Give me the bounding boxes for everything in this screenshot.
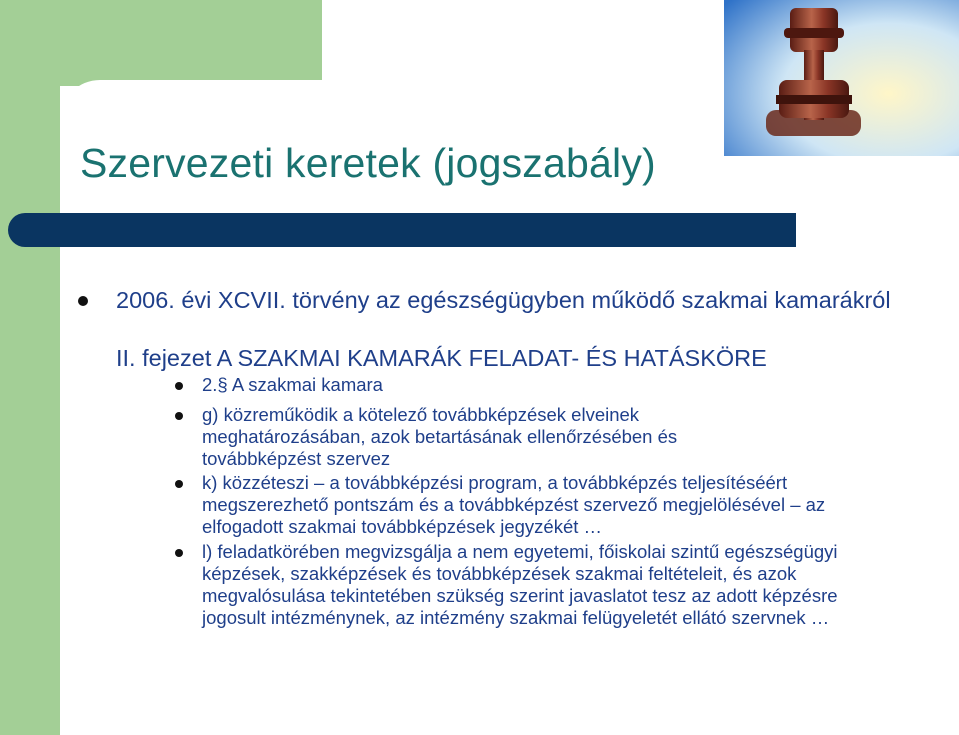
bullet-icon [175,382,183,390]
list-item: 2.§ A szakmai kamara [202,374,383,395]
chapter-title: II. fejezet A SZAKMAI KAMARÁK FELADAT- ÉS HATÁSKÖRE [116,345,767,371]
law-title: 2006. évi XCVII. törvény az egészségügyben működő szakmai kamarákról [116,287,891,313]
bullet-icon [175,549,183,557]
bullet-icon [78,296,88,306]
list-item: l) feladatkörében megvizsgálja a nem egyetemi, főiskolai szintű egészségügyi képzések, szakképzések és továbbképzések szakmai feltételeit, és azok megvalósulása tekintetében szükség szerint javaslatot tesz az adott képzésre jogosult intézménynek, az intézmény szakmai felügyeletét ellátó szervnek … [202,541,838,628]
bullet-icon [175,480,183,488]
list-item: g) közreműködik a kötelező továbbképzések elveinek meghatározásában, azok betartásának ellenőrzésében és továbbképzést szervez [202,404,678,469]
slide-title: Szervezeti keretek (jogszabály) [80,140,656,186]
bullet-icon [175,412,183,420]
list-item: k) közzéteszi – a továbbképzési program, a továbbképzés teljesítéséért megszerezhető pontszám és a továbbképzést szervező megjelölésével – az elfogadott szakmai továbbképzések jegyzékét … [202,472,826,537]
